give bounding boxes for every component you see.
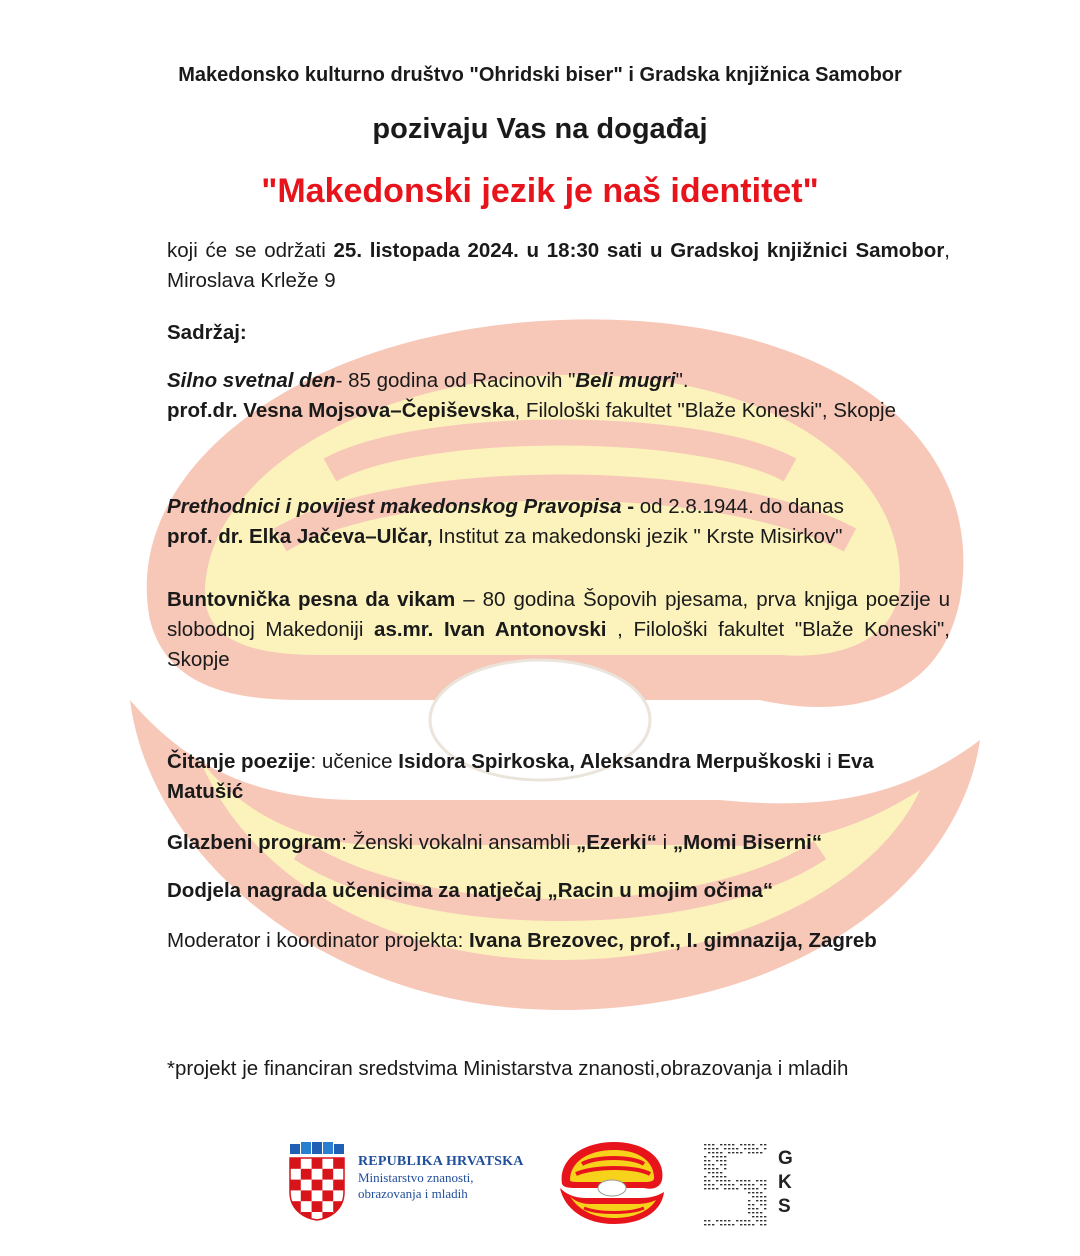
gks-logo-icon: [700, 1138, 800, 1230]
date-venue: 25. listopada 2024. u 18:30 sati u Gradskoj knjižnici Samobor: [333, 239, 945, 262]
gks-letter-s: S: [778, 1196, 791, 1217]
lecture-1: Silno svetnal den- 85 godina od Racinovih "Beli mugri". prof.dr. Vesna Mojsova–Čepiševska, Filološki fakultet "Blaže Koneski", Skopje: [167, 369, 896, 422]
gks-letter-g: G: [778, 1148, 793, 1169]
gks-letter-k: K: [778, 1172, 792, 1193]
organizers-line: Makedonsko kulturno društvo "Ohridski biser" i Gradska knjižnica Samobor: [178, 64, 902, 86]
lecture-2-speaker: prof. dr. Elka Jačeva–Ulčar,: [167, 525, 433, 548]
ohridski-biser-logo-icon: [556, 1138, 668, 1228]
event-details: koji će se održati 25. listopada 2024. u 18:30 sati u Gradskoj knjižnici Samobor, Miroslava Krleže 9: [167, 239, 950, 292]
footer-logos: [0, 1136, 1080, 1236]
lecture-1-speaker: prof.dr. Vesna Mojsova–Čepiševska: [167, 399, 515, 422]
lecture-3-title: Buntovnička pesna da vikam: [167, 588, 456, 611]
lecture-1-title: Silno svetnal den: [167, 369, 336, 392]
poetry-reading: Čitanje poezije: učenice Isidora Spirkoska, Aleksandra Merpuškoski i Eva Matušić: [167, 750, 874, 803]
funding-note: *projekt je financiran sredstvima Ministarstva znanosti,obrazovanja i mladih: [167, 1057, 849, 1080]
content-label: Sadržaj:: [167, 321, 247, 344]
invite-heading: pozivaju Vas na događaj: [372, 113, 708, 145]
moderator-line: Moderator i koordinator projekta: Ivana Brezovec, prof., I. gimnazija, Zagreb: [167, 929, 877, 952]
lecture-2: Prethodnici i povijest makedonskog Pravopisa - od 2.8.1944. do danas prof. dr. Elka Jačeva–Ulčar, Institut za makedonski jezik " Krste Misirkov": [167, 495, 844, 548]
lecture-3-speaker: as.mr. Ivan Antonovski: [374, 618, 607, 641]
event-title: "Makedonski jezik je naš identitet": [261, 172, 819, 210]
lecture-2-title: Prethodnici i povijest makedonskog Pravopisa: [167, 495, 622, 518]
music-program: Glazbeni program: Ženski vokalni ansambli „Ezerki“ i „Momi Biserni“: [167, 831, 823, 854]
awards-line: Dodjela nagrada učenicima za natječaj „Racin u mojim očima“: [167, 879, 774, 902]
croatian-coat-of-arms-icon: [286, 1142, 346, 1222]
lecture-3: Buntovnička pesna da vikam – 80 godina Šopovih pjesama, prva knjiga poezije u slobodnoj Makedoniji as.mr. Ivan Antonovski , Filološki fakultet "Blaže Koneski", Skopje: [167, 588, 950, 671]
ministry-text: REPUBLIKA HRVATSKA Ministarstvo znanosti, obrazovanja i mladih: [358, 1154, 524, 1201]
